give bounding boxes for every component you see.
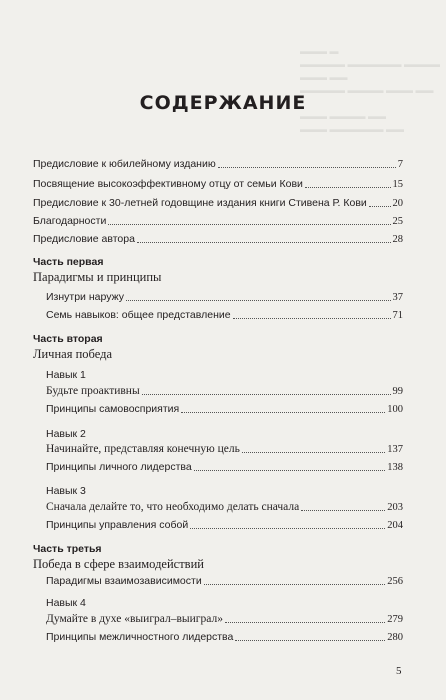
toc-entry[interactable] xyxy=(46,402,403,416)
part-subtitle: Парадигмы и принципы xyxy=(33,270,162,284)
leader-dots xyxy=(142,394,391,395)
habit-label: Навык 2 xyxy=(46,428,86,440)
page-title: СОДЕРЖАНИЕ xyxy=(139,92,307,114)
toc-entry-page: 28 xyxy=(392,234,403,245)
toc-entry-page: 204 xyxy=(387,520,403,531)
toc-entry-label: Будьте проактивны xyxy=(46,385,140,397)
toc-entry-page: 138 xyxy=(387,462,403,473)
leader-dots xyxy=(204,584,386,585)
toc-entry-page: 25 xyxy=(392,216,403,227)
toc-entry[interactable] xyxy=(46,574,403,588)
toc-entry[interactable] xyxy=(46,460,403,474)
toc-entry-label: Изнутри наружу xyxy=(46,291,124,303)
leader-dots xyxy=(305,187,391,188)
toc-entry-page: 280 xyxy=(387,632,403,643)
toc-entry[interactable] xyxy=(33,196,403,210)
leader-dots xyxy=(369,206,391,207)
toc-entry-label: Принципы межличностного лидерства xyxy=(46,631,234,643)
toc-entry-label: Парадигмы взаимозависимости xyxy=(46,575,202,587)
leader-dots xyxy=(108,224,390,225)
leader-dots xyxy=(181,412,385,413)
part-heading: Часть вторая xyxy=(33,333,103,345)
toc-entry[interactable] xyxy=(33,177,403,191)
leader-dots xyxy=(235,640,385,641)
habit-label: Навык 1 xyxy=(46,369,86,381)
toc-entry[interactable] xyxy=(33,157,403,171)
toc-entry[interactable] xyxy=(46,308,403,322)
bleed-through-text: ▬▬▬ ▬ ▬▬▬▬▬ ▬▬▬▬▬▬ ▬▬▬▬ ▬▬▬ ▬▬ ▬▬▬▬▬ ▬▬▬▬ ▬▬▬ ▬▬ ▬▬▬ ▬▬▬▬ ▬▬ ▬▬▬ ▬▬▬▬▬▬ ▬▬ xyxy=(300,46,441,134)
toc-entry-page: 37 xyxy=(392,292,403,303)
toc-entry[interactable] xyxy=(46,384,403,398)
toc-entry-page: 15 xyxy=(392,179,403,190)
toc-entry[interactable] xyxy=(46,518,403,532)
toc-entry-label: Посвящение высокоэффективному отцу от семьи Кови xyxy=(33,178,303,190)
page-number: 5 xyxy=(396,665,402,677)
toc-entry-label: Семь навыков: общее представление xyxy=(46,309,231,321)
leader-dots xyxy=(233,318,391,319)
toc-entry-page: 256 xyxy=(387,576,403,587)
leader-dots xyxy=(218,167,396,168)
part-heading: Часть первая xyxy=(33,256,104,268)
leader-dots xyxy=(194,470,386,471)
toc-entry-page: 203 xyxy=(387,502,403,513)
leader-dots xyxy=(301,510,385,511)
habit-label: Навык 4 xyxy=(46,597,86,609)
habit-label: Навык 3 xyxy=(46,485,86,497)
toc-entry-label: Предисловие автора xyxy=(33,233,135,245)
toc-entry-label: Начинайте, представляя конечную цель xyxy=(46,443,240,455)
toc-entry[interactable] xyxy=(46,290,403,304)
toc-entry[interactable] xyxy=(33,232,403,246)
part-heading: Часть третья xyxy=(33,543,102,555)
toc-entry-page: 137 xyxy=(387,444,403,455)
toc-entry-page: 71 xyxy=(392,310,403,321)
toc-entry-page: 99 xyxy=(392,386,403,397)
toc-entry-label: Предисловие к юбилейному изданию xyxy=(33,158,216,170)
toc-entry-page: 100 xyxy=(387,404,403,415)
leader-dots xyxy=(225,622,385,623)
leader-dots xyxy=(137,242,391,243)
leader-dots xyxy=(126,300,391,301)
toc-entry-label: Принципы личного лидерства xyxy=(46,461,192,473)
leader-dots xyxy=(242,452,385,453)
leader-dots xyxy=(190,528,385,529)
part-subtitle: Личная победа xyxy=(33,347,112,361)
toc-entry-page: 20 xyxy=(392,198,403,209)
toc-entry[interactable] xyxy=(46,630,403,644)
toc-entry[interactable] xyxy=(33,214,403,228)
toc-entry[interactable] xyxy=(46,442,403,456)
part-subtitle: Победа в сфере взаимодействий xyxy=(33,557,204,571)
toc-entry-label: Благодарности xyxy=(33,215,107,227)
toc-entry-label: Думайте в духе «выиграл–выиграл» xyxy=(46,613,223,625)
toc-entry-page: 7 xyxy=(397,159,403,170)
toc-entry-label: Предисловие к 30-летней годовщине издания книги Стивена Р. Кови xyxy=(33,197,367,209)
toc-entry[interactable] xyxy=(46,612,403,626)
toc-entry-label: Принципы самовосприятия xyxy=(46,403,180,415)
toc-entry[interactable] xyxy=(46,500,403,514)
toc-entry-page: 279 xyxy=(387,614,403,625)
toc-entry-label: Принципы управления собой xyxy=(46,519,189,531)
toc-entry-label: Сначала делайте то, что необходимо делать сначала xyxy=(46,501,300,513)
